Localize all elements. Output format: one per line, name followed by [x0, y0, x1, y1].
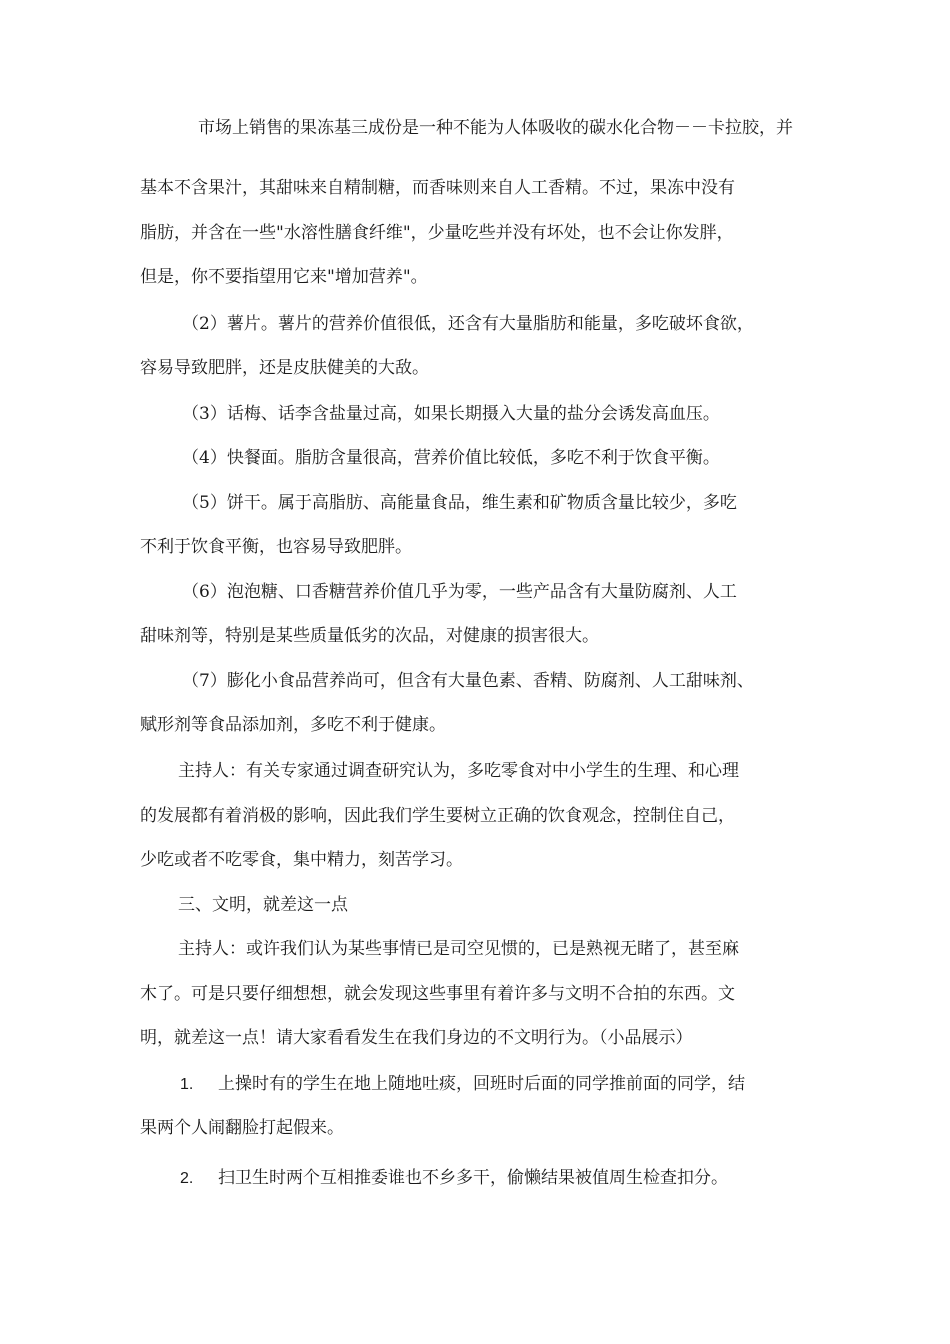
section-heading: 三、文明，就差这一点: [178, 895, 348, 915]
paragraph-line: （6）泡泡糖、口香糖营养价值几乎为零，一些产品含有大量防腐剂、人工: [182, 582, 737, 602]
paragraph-line: 容易导致肥胖，还是皮肤健美的大敌。: [140, 358, 429, 378]
paragraph-line: 主持人：或许我们认为某些事情已是司空见惯的，已是熟视无睹了，甚至麻: [178, 939, 739, 959]
list-item-text: 上操时有的学生在地上随地吐痰，回班时后面的同学推前面的同学，结: [218, 1074, 745, 1094]
paragraph-line: 脂肪，并含在一些"水溶性膳食纤维"，少量吃些并没有坏处，也不会让你发胖，: [140, 223, 734, 243]
paragraph-line: 的发展都有着消极的影响，因此我们学生要树立正确的饮食观念，控制住自己，: [140, 806, 735, 826]
paragraph-line: 主持人：有关专家通过调查研究认为，多吃零食对中小学生的生理、和心理: [178, 761, 739, 781]
paragraph-line: 果两个人闹翻脸打起假来。: [140, 1118, 344, 1138]
paragraph-line: 甜味剂等，特别是某些质量低劣的次品，对健康的损害很大。: [140, 626, 599, 646]
intro-paragraph: 市场上销售的果冻基三成份是一种不能为人体吸收的碳水化合物－－卡拉胶，并: [198, 118, 793, 138]
list-number: 2.: [180, 1170, 194, 1187]
list-item: [180, 1166, 860, 1191]
paragraph-line: （4）快餐面。脂肪含量很高，营养价值比较低，多吃不利于饮食平衡。: [182, 448, 720, 468]
paragraph-line: 不利于饮食平衡，也容易导致肥胖。: [140, 537, 412, 557]
list-item: [180, 1072, 860, 1097]
paragraph-line: 赋形剂等食品添加剂，多吃不利于健康。: [140, 715, 446, 735]
list-item-text: 扫卫生时两个互相推委谁也不乡多干，偷懒结果被值周生检查扣分。: [218, 1168, 728, 1188]
paragraph-line: （7）膨化小食品营养尚可，但含有大量色素、香精、防腐剂、人工甜味剂、: [182, 671, 754, 691]
paragraph-line: 少吃或者不吃零食，集中精力，刻苦学习。: [140, 850, 463, 870]
paragraph-line: 但是，你不要指望用它来"增加营养"。: [140, 267, 428, 287]
list-number: 1.: [180, 1076, 194, 1093]
paragraph-line: （5）饼干。属于高脂肪、高能量食品，维生素和矿物质含量比较少，多吃: [182, 493, 737, 513]
paragraph-line: 基本不含果汁，其甜味来自精制糖，而香味则来自人工香精。不过，果冻中没有: [140, 178, 735, 198]
paragraph-line: 木了。可是只要仔细想想，就会发现这些事里有着许多与文明不合拍的东西。文: [140, 984, 735, 1004]
paragraph-line: （2）薯片。薯片的营养价值很低，还含有大量脂肪和能量，多吃破坏食欲，: [182, 314, 754, 334]
paragraph-line: （3）话梅、话李含盐量过高，如果长期摄入大量的盐分会诱发高血压。: [182, 404, 720, 424]
paragraph-line: 明，就差这一点！请大家看看发生在我们身边的不文明行为。（小品展示）: [140, 1028, 693, 1048]
